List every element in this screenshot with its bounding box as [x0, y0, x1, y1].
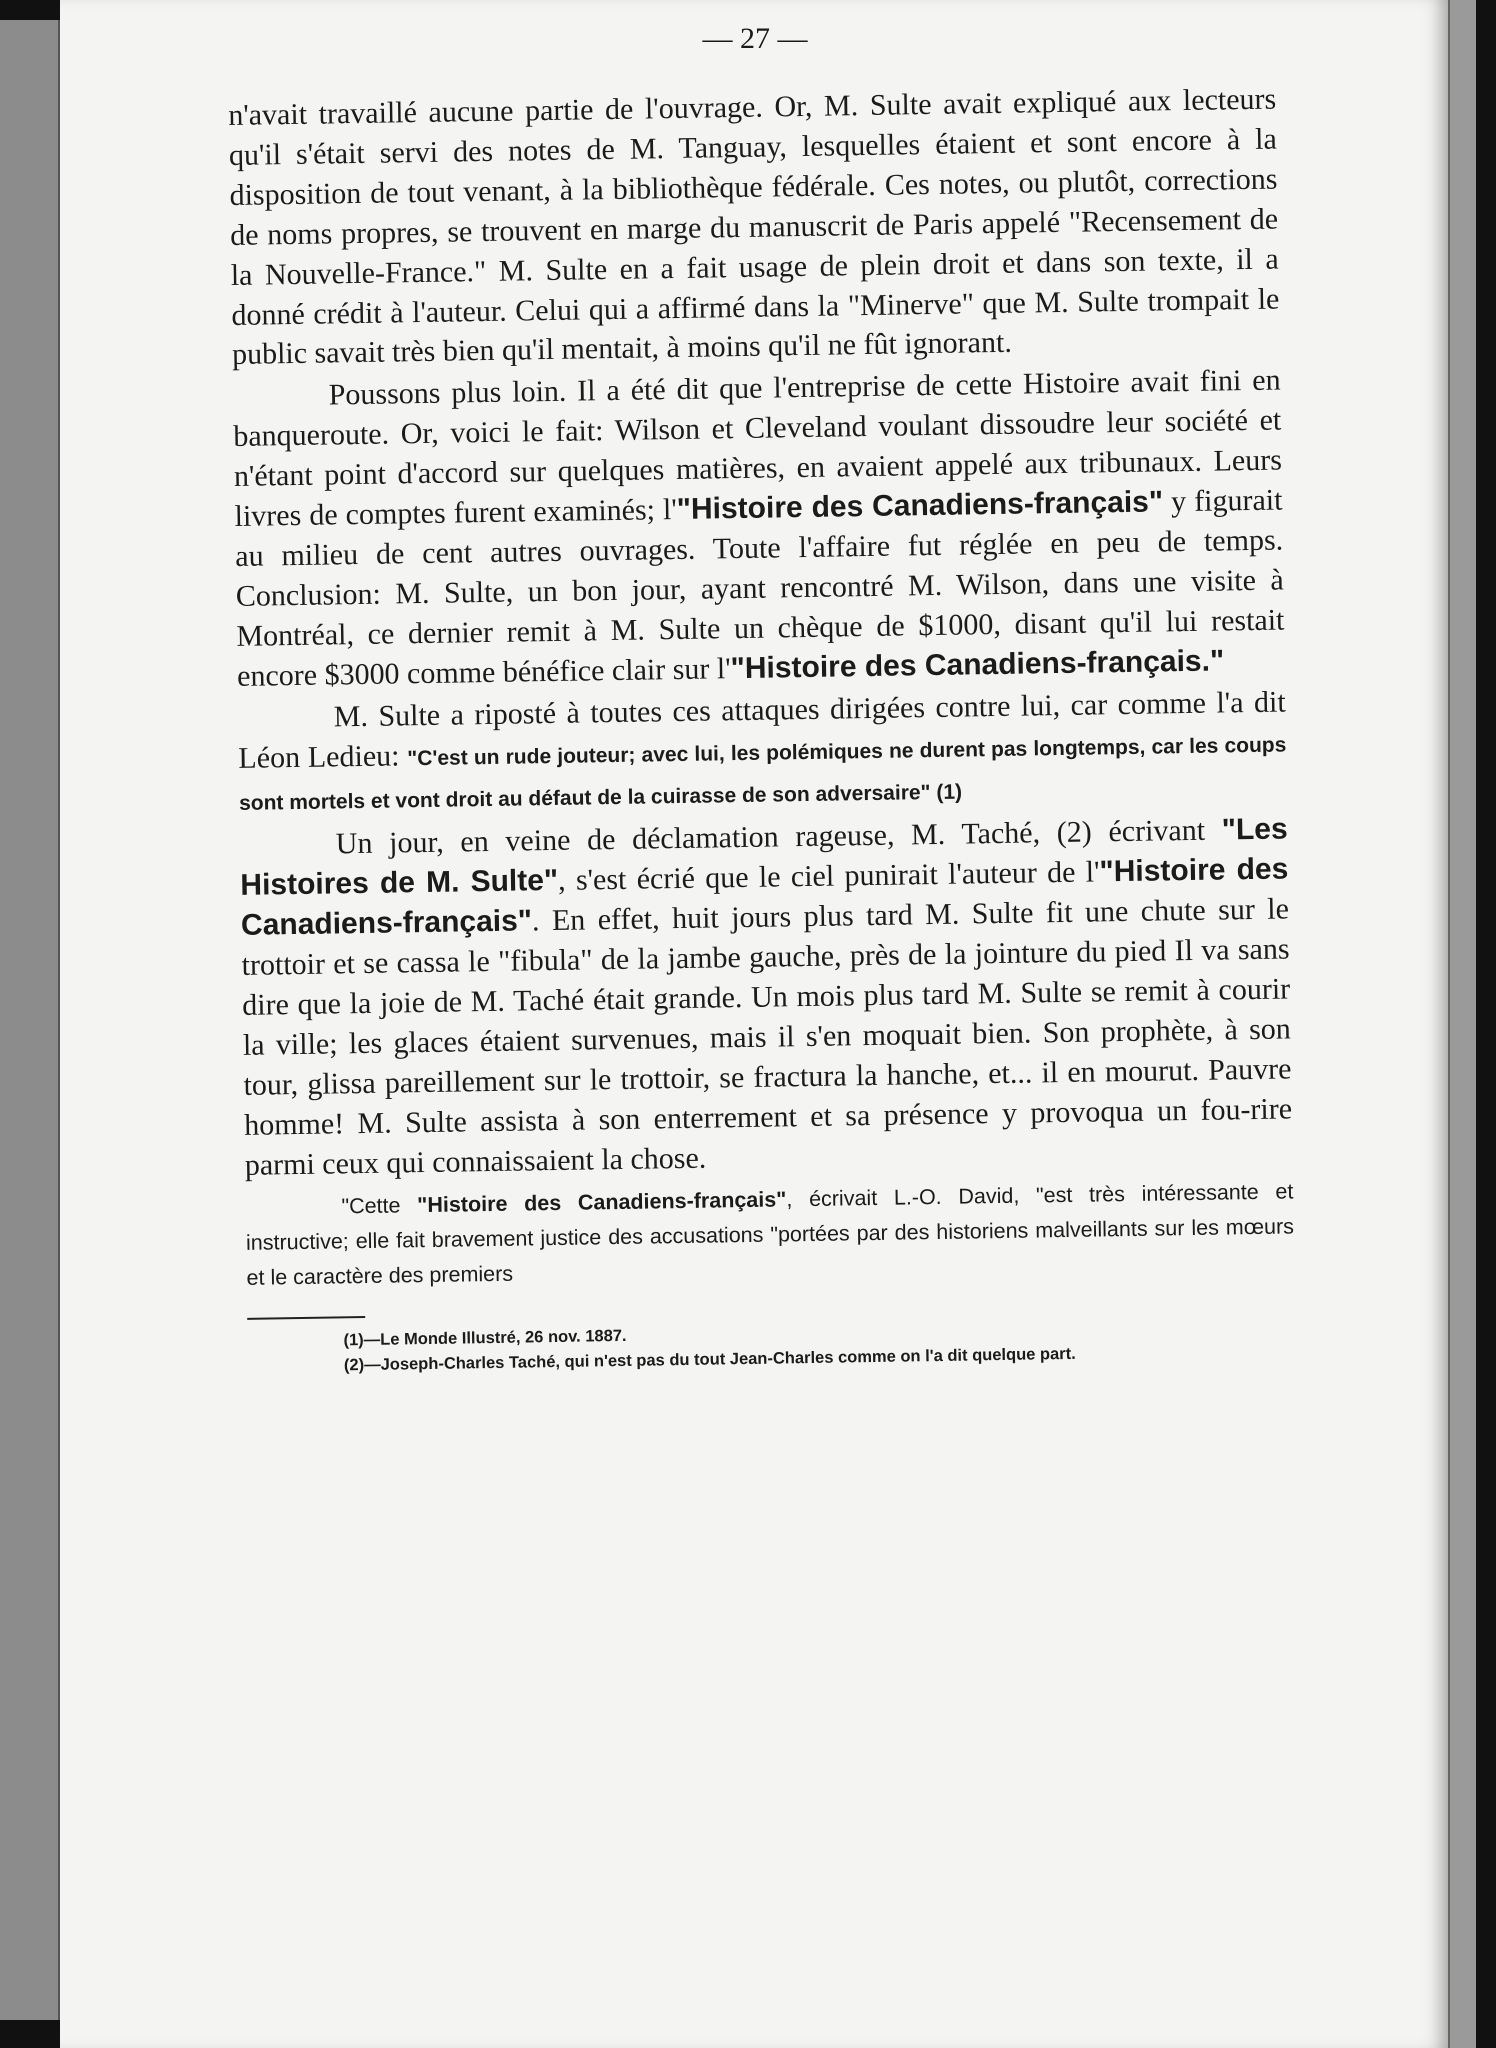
book-title-emphasis: "Histoire des Canadiens-français" — [676, 485, 1164, 527]
footnote-divider — [247, 1316, 365, 1320]
paragraph-4-text-c: , s'est écrié que le ciel punirait l'auteur de l' — [557, 855, 1100, 898]
ledieu-quote: "C'est un rude jouteur; avec lui, les polémiques ne durent pas longtemps, car les coups sont mortels et vont droit au défaut de la cuirasse de son adversaire" (1) — [238, 732, 1287, 816]
book-title-emphasis: "Histoire des Canadiens-français." — [730, 644, 1225, 685]
previous-page-edge — [0, 20, 61, 2020]
paragraph-1: n'avait travaillé aucune partie de l'ouvrage. Or, M. Sulte avait expliqué aux lecteurs qu'il s'était servi des notes de M. Tanguay, lesquelles étaient et sont encore à la disposition de tout venant, à la bibliothèque fédérale. Ces notes, ou plutôt, corrections de noms propres, se trouvent en marge du manuscrit de Paris appelé "Recensement de la Nouvelle-France." M. Sulte en a fait usage de plein droit et dans son texte, il a donné crédit à l'auteur. Celui qui a affirmé dans la "Minerve" que M. Sulte trompait le public savait très bien qu'il mentait, à moins qu'il ne fût ignorant. — [228, 82, 1280, 372]
paragraph-2 — [232, 361, 1285, 697]
footnote-1: (1)—Le Monde Illustré, 26 nov. 1887. — [343, 1327, 627, 1350]
paragraph-2-text-a: Poussons plus loin. Il a été dit que l'entreprise de cette Histoire avait fini en banqueroute. Or, voici le fait: Wilson et Cleveland voulant dissoudre leur société et n'étant point d'accord sur quelques matières, en avaient appelé aux tribunaux. Leurs livres de comptes furent examinés; l' — [233, 363, 1283, 534]
book-title-emphasis: "Histoire des Canadiens-français" — [240, 852, 1289, 943]
paragraph-3-text-a: M. Sulte a riposté à toutes ces attaques dirigées contre lui, car comme l'a dit Léon Ledieu: — [238, 685, 1286, 775]
david-quote — [245, 1175, 1295, 1296]
paragraph-2-text-c: y figurait au milieu de cent autres ouvrages. Toute l'affaire fut réglée en peu de temps. Conclusion: M. Sulte, un bon jour, ayant rencontré M. Wilson, dans une visite à Montréal, ce dernier remit à M. Sulte un chèque de $1000, disant qu'il lui restait encore $3000 comme bénéfice clair sur l' — [234, 483, 1285, 693]
page-body — [228, 80, 1296, 1381]
paragraph-4-text-a: Un jour, en veine de déclamation rageuse, M. Taché, (2) écrivant — [335, 813, 1222, 861]
paragraph-4 — [239, 810, 1293, 1186]
paragraph-4-text-e: . En effet, huit jours plus tard M. Sulte fit une chute sur le trottoir et se cassa le "fibula" de la jambe gauche, près de la jointure du pied Il va sans dire que la joie de M. Taché était grande. Un mois plus tard M. Sulte se remit à courir la ville; les glaces étaient survenues, mais il s'en moquait bien. Son prophète, à son tour, glissa pareillement sur le trottoir, se fractura la hanche, et... il en mourut. Pauvre homme! M. Sulte assista à son enterrement et sa présence y provoqua un fou-rire parmi ceux qui connaissaient la chose. — [241, 892, 1293, 1182]
book-page — [60, 0, 1450, 2048]
page-number: — 27 — — [702, 22, 808, 55]
paragraph-3 — [237, 682, 1287, 824]
tache-title-emphasis: "Les Histoires de M. Sulte" — [240, 812, 1288, 903]
book-title-emphasis: "Histoire des Canadiens-français" — [416, 1187, 787, 1218]
david-quote-open: "Cette — [341, 1193, 418, 1219]
david-quote-text: , écrivait L.-O. David, "est très intéressante et instructive; elle fait bravement justice des accusations "portées par des historiens malveillants sur les mœurs et le caractère des premiers — [245, 1179, 1295, 1291]
page-right-edge — [1448, 0, 1476, 2048]
footnote-2: (2)—Joseph-Charles Taché, qui n'est pas du tout Jean-Charles comme on l'a dit quelque part. — [343, 1345, 1076, 1375]
